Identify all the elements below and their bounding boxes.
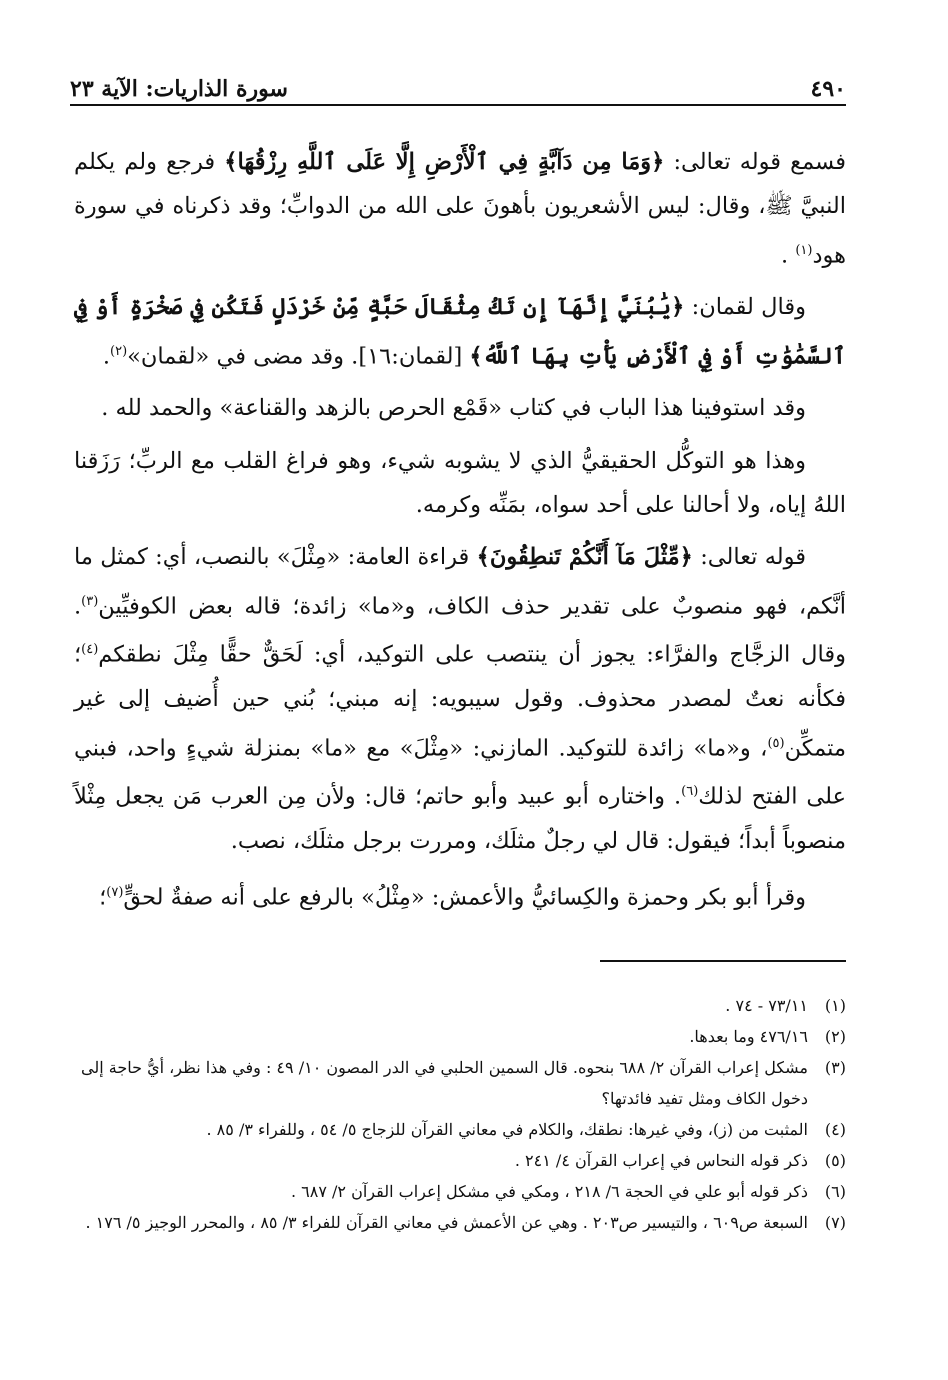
footnote-number: (٧) [824, 1213, 846, 1232]
footnote [74, 1145, 846, 1176]
quran-verse: ﴿يَٰبُنَيَّ إِنَّهَآ إِن تَكُ مِثْقَالَ حَبَّةٍ مِّنْ خَرْدَلٍ فَتَكُن فِي صَخْرَةٍ أَوْ فِي ٱلسَّمَٰوَٰتِ أَوْ فِي ٱلْأَرْضِ يَأْتِ بِهَا ٱللَّهُ﴾ [74, 294, 846, 370]
footnote-text: ذكر قوله النحاس في إعراب القرآن ٤/ ٢٤١ . [514, 1151, 808, 1170]
footnote-ref: (٣) [81, 593, 99, 609]
text-run: ؛ فكأنه نعتٌ لمصدر محذوف. وقول سيبويه: إنه مبني؛ بُني حين أُضيف إلى غير متمكِّن [74, 641, 846, 762]
quran-verse: ﴿مِّثْلَ مَآ أَنَّكُمْ تَنطِقُونَ﴾ [476, 544, 693, 571]
footnote [74, 1021, 846, 1052]
footnote [74, 1114, 846, 1145]
footnote-ref: (٢) [110, 343, 128, 359]
text-run: ؛ [99, 884, 107, 911]
footnote-divider [600, 960, 846, 962]
footnote-number: (٣) [824, 1058, 846, 1077]
paragraph [74, 140, 846, 277]
paragraph [74, 871, 846, 920]
paragraph [74, 386, 846, 430]
footnote-number: (١) [824, 996, 846, 1015]
text-run: قوله تعالى: [692, 544, 807, 571]
footnote-ref: (١) [795, 242, 813, 258]
text-run: ، و«ما» زائدة للتوكيد. المازني: «مِثْلَ» مع «ما» بمنزلة شيءٍ واحد، فبني على الفتح لذلك [74, 735, 846, 810]
footnote-ref: (٤) [81, 642, 99, 658]
text-run: فرجع ولم يكلم النبيَّ ﷺ، وقال: ليس الأشعريون بأهونَ على الله من الدوابِّ؛ وقد ذكرناه في سورة هود [74, 149, 846, 269]
page-header [70, 68, 846, 102]
text-run: . [102, 343, 110, 370]
footnote-number: (٢) [824, 1027, 846, 1046]
footnote-text: مشكل إعراب القرآن ٢/ ٦٨٨ بنحوه. قال السمين الحلبي في الدر المصون ١٠/ ٤٩ : وفي هذا نظر، أيُّ حاجة إلى دخول الكاف ومثل تفيد فائدتها؟ [81, 1058, 808, 1108]
footnote-text: ٧٣/١١ - ٧٤ . [725, 996, 808, 1015]
page-number: ٤٩٠ [810, 76, 846, 102]
footnote-text: ذكر قوله أبو علي في الحجة ٦/ ٢١٨ ، ومكي في مشكل إعراب القرآن ٢/ ٦٨٧ . [290, 1182, 808, 1201]
footnote-ref: (٥) [767, 735, 785, 751]
header-divider [70, 104, 846, 106]
footnotes [74, 990, 846, 1238]
text-run: . وقال الزجَّاج والفرَّاء: يجوز أن ينتصب على التوكيد، أي: لَحَقٌّ حقًّا مِثْلَ نطقكم [74, 593, 846, 668]
footnote-number: (٦) [824, 1182, 846, 1201]
text-run: وقرأ أبو بكر وحمزة والكِسائيُّ والأعمش: «مِثْلُ» بالرفع على أنه صفةٌ لحقٍّ [123, 884, 806, 911]
footnote [74, 990, 846, 1021]
footnote [74, 1176, 846, 1207]
footnote-number: (٤) [824, 1120, 846, 1139]
text-run: وقد استوفينا هذا الباب في كتاب «قَمْع الحرص بالزهد والقناعة» والحمد لله . [101, 395, 806, 422]
footnote-text: ٤٧٦/١٦ وما بعدها. [689, 1027, 808, 1046]
paragraph [74, 535, 846, 863]
footnote-number: (٥) [824, 1151, 846, 1170]
text-run: [لقمان:١٦]. وقد مضى في «لقمان» [127, 343, 470, 370]
text-run: وهذا هو التوكُّل الحقيقيُّ الذي لا يشوبه شيء، وهو فراغ القلب مع الربِّ؛ رَزَقنا اللهُ إياه، ولا أحالنا على أحد سواه، بمَنِّه وكرمه. [74, 447, 846, 519]
quran-verse: ﴿وَمَا مِن دَآبَّةٍ فِي ٱلْأَرْضِ إِلَّا عَلَى ٱللَّهِ رِزْقُهَا﴾ [224, 149, 665, 175]
paragraph [74, 439, 846, 528]
paragraph [74, 285, 846, 378]
footnote-text: السبعة ص٦٠٩ ، والتيسير ص٢٠٣ . وهي عن الأعمش في معاني القرآن للفراء ٣/ ٨٥ ، والمحرر الوجيز ٥/ ١٧٦ . [85, 1213, 808, 1232]
text-run: فسمع قوله تعالى: [664, 149, 846, 175]
footnote [74, 1207, 846, 1238]
text-run: قراءة العامة: «مِثْلَ» بالنصب، أي: كمثل ما أنَّكم، فهو منصوبٌ على تقدير حذف الكاف، و«ما» زائدة؛ قاله بعض الكوفيِّين [74, 544, 846, 620]
footnote-ref: (٧) [106, 885, 124, 901]
footnote [74, 1052, 846, 1114]
text-run: وقال لقمان: [684, 294, 806, 321]
main-text [74, 140, 846, 928]
footnote-text: المثبت من (ز)، وفي غيرها: نطقك، والكلام في معاني القرآن للزجاج ٥/ ٥٤ ، وللفراء ٣/ ٨٥ . [206, 1120, 808, 1139]
surah-title: سورة الذاريات: الآية ٢٣ [70, 76, 288, 102]
text-run: . واختاره أبو عبيد وأبو حاتم؛ قال: ولأن مِن العرب مَن يجعل مِثْلاً منصوباً أبداً؛ فيقول: قال لي رجلٌ مثلَك، ومررت برجل مثلَك، نصب. [74, 783, 846, 855]
footnote-ref: (٦) [681, 784, 699, 800]
text-run: . [781, 242, 796, 269]
